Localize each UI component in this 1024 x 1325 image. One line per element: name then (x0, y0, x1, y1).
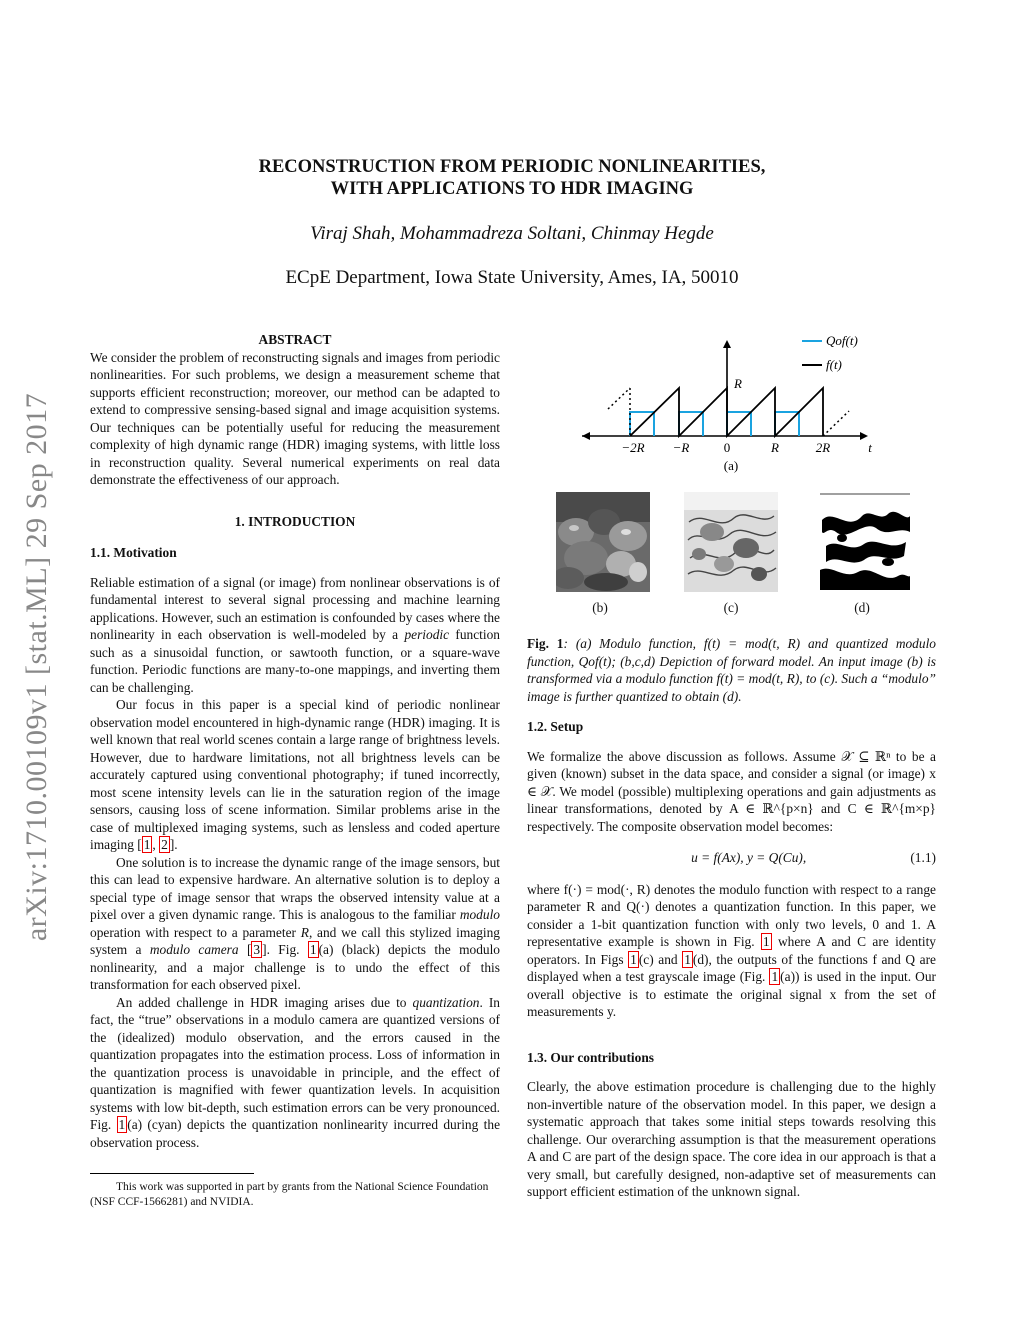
y-axis-arrow (723, 340, 731, 348)
abstract-text: We consider the problem of reconstructing signals and images from periodic nonlinearities. For such problems, we design a measurement scheme that supports efficient reconstruction; moreover, our method can be adapted to extend to compressive sensing-based signal and image acquisition systems. Our techniques can be potentially useful for reducing the measurement complexity of high dynamic range (HDR) imaging systems, with little loss in reconstruction quality. Several numerical experiments on real data demonstrate the effectiveness of our approach. (90, 349, 500, 487)
subfig-label-a: (a) (723, 458, 739, 473)
equation-body: u = f(Ax), y = Q(Cu), (691, 850, 807, 865)
legend-label-q: Qof(t) (826, 333, 858, 348)
arxiv-id[interactable]: arXiv:1710.00109v1 [stat.ML] 29 Sep 2017 (20, 392, 53, 942)
t-axis-label: t (868, 440, 872, 455)
intro-heading: 1. INTRODUCTION (234, 513, 356, 529)
footnote-rule (90, 1173, 254, 1174)
figure-link[interactable]: 1 (630, 951, 637, 967)
figure-link[interactable]: 1 (309, 942, 317, 957)
quantized-image (818, 492, 912, 592)
figure-link[interactable]: 1 (762, 934, 770, 949)
subfig-label-b: (b) (592, 600, 608, 615)
t-axis-arrow-right (860, 432, 868, 440)
contributions-paragraph: Clearly, the above estimation procedure is challenging due to the highly non-invertible nature of the observation model. In this paper, we design a systematic approach that takes some initial steps towards resolving this challenge. Our overarching assumption is that the measurement operations A and C are part of the design space. The core idea in our approach is that a very small, but carefully designed, non-adaptive set of measurements can support efficient estimation of the unknown signal. (527, 1079, 936, 1199)
figure-caption-label: Fig. 1 (527, 636, 564, 651)
right-column (527, 718, 936, 1201)
title-line-2: WITH APPLICATIONS TO HDR IMAGING (330, 179, 694, 199)
citation-link[interactable]: 1 (143, 837, 151, 852)
intro-paragraph-1: Reliable estimation of a signal (or image) from nonlinear observations is of fundamental interest to several signal processing and machine learning applications. However, such an estimation is confounded by cases where the nonlinearity in each observation is well-modeled by a periodic function such as a sinusoidal function, or sawtooth function, or a square-wave function. Periodic functions are many-to-one mappings, and inverting them can be challenging. (90, 574, 500, 695)
citation-link[interactable]: 2 (161, 837, 168, 852)
left-column (90, 331, 500, 1151)
tick-label: −R (672, 440, 690, 455)
arxiv-sidebar (12, 352, 62, 982)
modulo-function-plot (570, 328, 900, 478)
tick-label: 2R (815, 440, 831, 455)
legend-label-f: f(t) (826, 357, 842, 372)
modulo-image (684, 492, 778, 592)
t-axis-arrow-left (582, 432, 590, 440)
figure-link[interactable]: 1 (771, 969, 779, 984)
authors: Viraj Shah, Mohammadreza Soltani, Chinmay Hegde (310, 223, 714, 244)
figure-link[interactable]: 1 (118, 1117, 126, 1132)
subfig-label-d: (d) (854, 600, 870, 615)
figure-caption: Fig. 1: (a) Modulo function, f(t) = mod(t, R) and quantized modulo function, Qof(t); (b,c,d) Depiction of forward model. An input image (b) is transformed via a modulo function f(t) = mod(t, R), to (c). Such a “modulo” image is further quantized to obtain (d). (527, 636, 936, 704)
input-grayscale-image (556, 492, 650, 592)
paper-title (0, 156, 1024, 200)
equation-number: (1.1) (910, 850, 936, 865)
y-axis-label: R (734, 376, 742, 391)
setup-paragraph-1: We formalize the above discussion as follows. Assume 𝒳 ⊆ ℝⁿ to be a given (known) subset in the data space, and consider a signal (or image) x ∈ 𝒳. We model (possible) multiplexing operations and gain adjustments as linear transformations, denoted by A ∈ ℝ^{p×n} and C ∈ ℝ^{m×p} respectively. The composite observation model becomes: (527, 748, 936, 834)
intro-paragraph-3: One solution is to increase the dynamic range of the image sensors, but this can lead to expensive hardware. An alternative solution is to deploy a special type of image sensor that wraps the observed intensity value at a pixel over a given dynamic range. This is analogous to the familiar modulo operation with respect to a parameter R, and we call this stylized imaging system a modulo camera [ 3 ]. Fig. 1 (a) (black) depicts the modulo nonlinearity, and a major challenge is to undo the effect of this transformation for each observed pixel. (90, 854, 501, 992)
title-line-1: RECONSTRUCTION FROM PERIODIC NONLINEARITIES, (258, 157, 766, 177)
setup-paragraph-2: where f(·) = mod(·, R) denotes the modulo function with respect to a range parameter R and Q(·) denotes a quantization function. In this paper, we consider a 1-bit quantization function with only two levels, 0 and 1. A representative example is shown in Fig. 1 where A and C are identity operators. In Figs 1 (c) and 1 (d), the outputs of the functions f and Q are displayed when a test grayscale image (Fig. 1 (a)) is used in the input. Our overall objective is to estimate the original signal x from the set of measurements y. (527, 881, 937, 1019)
contributions-heading: 1.3. Our contributions (527, 1049, 654, 1065)
subfig-label-c: (c) (723, 600, 739, 615)
citation-link[interactable]: 3 (253, 942, 261, 957)
figure-link[interactable]: 1 (684, 951, 691, 967)
motivation-heading: 1.1. Motivation (90, 545, 177, 560)
affiliation: ECpE Department, Iowa State University, Ames, IA, 50010 (285, 267, 739, 288)
intro-paragraph-2: Our focus in this paper is a special kind of periodic nonlinear observation model encountered in high-dynamic range (HDR) imaging. It is well known that real world scenes contain a large range of brightness levels. However, due to hardware limitations, not all brightness levels can be accurately captured using conventional photography; if tuned incorrectly, most scene intensity levels can lie in the saturation region of the image sensors, causing loss of scene information. Similar problems arise in the case of multiplexed imaging systems, such as lensless and coded aperture imaging [ 1 , 2 ]. (90, 697, 500, 852)
equation-1-1 (527, 849, 936, 867)
footnote: This work was supported in part by grants from the National Science Foundation (NSF CCF-1566281) and NVIDIA. (90, 1181, 489, 1208)
tick-label: R (771, 440, 779, 455)
intro-paragraph-4: An added challenge in HDR imaging arises due to quantization. In fact, the “true” observations in a modulo camera are quantized versions of the (idealized) modulo observation, and the errors caused in the quantization propagates into the estimation process. Loss of information in the quantization process is unavoidable in principle, and the effect of quantization is magnified with fewer quantization levels. In acquisition systems with low bit-depth, such estimation errors can be very pronounced. Fig. 1 (a) (cyan) depicts the quantization nonlinearity incurred during the observation process. (90, 994, 501, 1150)
setup-heading: 1.2. Setup (527, 719, 584, 734)
quantized-steps (630, 412, 799, 436)
tick-label: 0 (723, 440, 731, 455)
abstract-heading: ABSTRACT (258, 332, 332, 347)
tick-label: −2R (621, 440, 645, 455)
